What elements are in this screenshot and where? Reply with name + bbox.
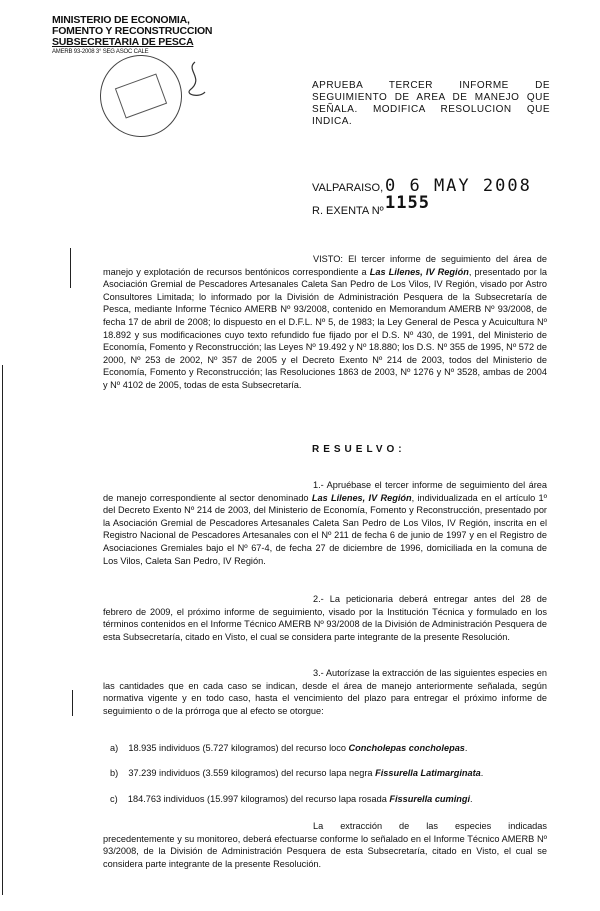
margin-mark [70,248,71,288]
sector-name: Las Lilenes, IV Región [369,266,469,277]
species-item-b: b) 37.239 individuos (3.559 kilogramos) del recurso lapa negra Fissurella Latimarginata. [110,768,484,778]
margin-mark [72,690,73,716]
resolution-summary: APRUEBA TERCER INFORME DE SEGUIMIENTO DE AREA DE MANEJO QUE SEÑALA. MODIFICA RESOLUCION QUE INDICA. [312,80,550,127]
visto-label: VISTO: [313,254,343,264]
paragraph-4: La extracción de las especies indicadas precedentemente y su monitoreo, deberá efectuarse conforme lo señalado en el Informe Técnico AMERB Nº 93/2008, de la División de Administración Pesquera de esta Subsecretaría, citado en Visto, el cual se considera parte integrante de la presente Resolución. [103,821,547,869]
paragraph-2: 2.- La peticionaria deberá entregar antes del 28 de febrero de 2009, el próximo informe de seguimiento, visado por la Institución Técnica y formulado en los términos contenidos en el Informe Técnico AMERB Nº 93/2008 de la División de Administración Pesquera de esta Subsecretaría, citado en Visto, el cual se considera parte integrante de la presente Resolución. [103,594,547,642]
stamp-inner-box [115,73,167,118]
paragraph-1: 1.- Apruébase el tercer informe de seguimiento del área de manejo correspondiente al sector denominado Las Lilenes, IV Región, individualizada en el artículo 1º del Decreto Exento Nº 214 de 2003, del Ministerio de Economía, Fomento y Reconstrucción, presentado por la Asociación Gremial de Pescadores Artesanales Caleta San Pedro de Los Vilos, IV Región, inscrita en el Registro Nacional de Pescadores Artesanales con el Nº 211 de fecha 6 de junio de 1997 y en el Registro de Asociaciones Gremiales bajo el Nº 67-4, de fecha 27 de diciembre de 1996, domiciliada en la comuna de Los Vilos, Caleta San Pedro, IV Región. [103,480,548,566]
scan-edge-line [2,365,3,895]
species-item-c: c) 184.763 individuos (15.997 kilogramos) del recurso lapa rosada Fissurella cumingi. [110,794,473,804]
subsecretaria-name: SUBSECRETARIA DE PESCA [52,36,194,48]
visto-paragraph: VISTO: El tercer informe de seguimiento del área de manejo y explotación de recursos bentónicos correspondiente a Las Lilenes, IV Región, presentado por la Asociación Gremial de Pescadores Artesanales Caleta San Pedro de Los Vilos, IV Región, visado por Astro Consultores Limitada; lo informado por la División de Administración Pesquera de la Subsecretaría de Pesca, mediante Informe Técnico AMERB Nº 93/2008, contenido en Memorandum AMERB Nº 93/2008, de fecha 17 de abril de 2008; lo dispuesto en el D.F.L. Nº 5, de 1983; la Ley General de Pesca y Acuicultura Nº 18.892 y sus modificaciones cuyo texto refundido fue fijado por el D.S. Nº 430, de 1991, del Ministerio de Economía, Fomento y Reconstrucción; las Leyes Nº 19.492 y Nº 18.880; los D.S. Nº 355 de 1995, Nº 572 de 2000, Nº 253 de 2002, Nº 357 de 2005 y el Decreto Exento Nº 214 de 2003, todos del Ministerio de Economía, Fomento y Reconstrucción; las Resoluciones 1863 de 2003, Nº 1276 y Nº 3528, ambas de 2004 y Nº 4102 de 2005, todas de esta Subsecretaría. [103,254,547,390]
official-stamp [88,43,193,148]
paragraph-3: 3.- Autorízase la extracción de las siguientes especies en las cantidades que en cada caso se indican, desde el área de manejo anteriormente señalada, según normativa vigente y en todo caso, hasta el vencimiento del plazo para entregar el próximo informe de seguimiento o de la prórroga que al efecto se otorgue: [103,668,547,716]
ministry-name: MINISTERIO DE ECONOMIA, [52,14,190,26]
place-label: VALPARAISO, [312,182,384,194]
exenta-number: 1155 [385,193,430,213]
signature-mark [180,60,210,100]
exenta-label: R. EXENTA Nº [312,205,384,217]
letterhead [52,15,212,56]
date-stamp: 0 6 MAY 2008 [385,176,532,196]
document-code: AMERB 93-2008 3° SEG ASOC CALE [52,49,149,55]
ministry-name-2: FOMENTO Y RECONSTRUCCION [52,25,213,37]
resuelvo-heading: RESUELVO: [312,444,406,455]
species-item-a: a) 18.935 individuos (5.727 kilogramos) del recurso loco Concholepas concholepas. [110,743,468,753]
